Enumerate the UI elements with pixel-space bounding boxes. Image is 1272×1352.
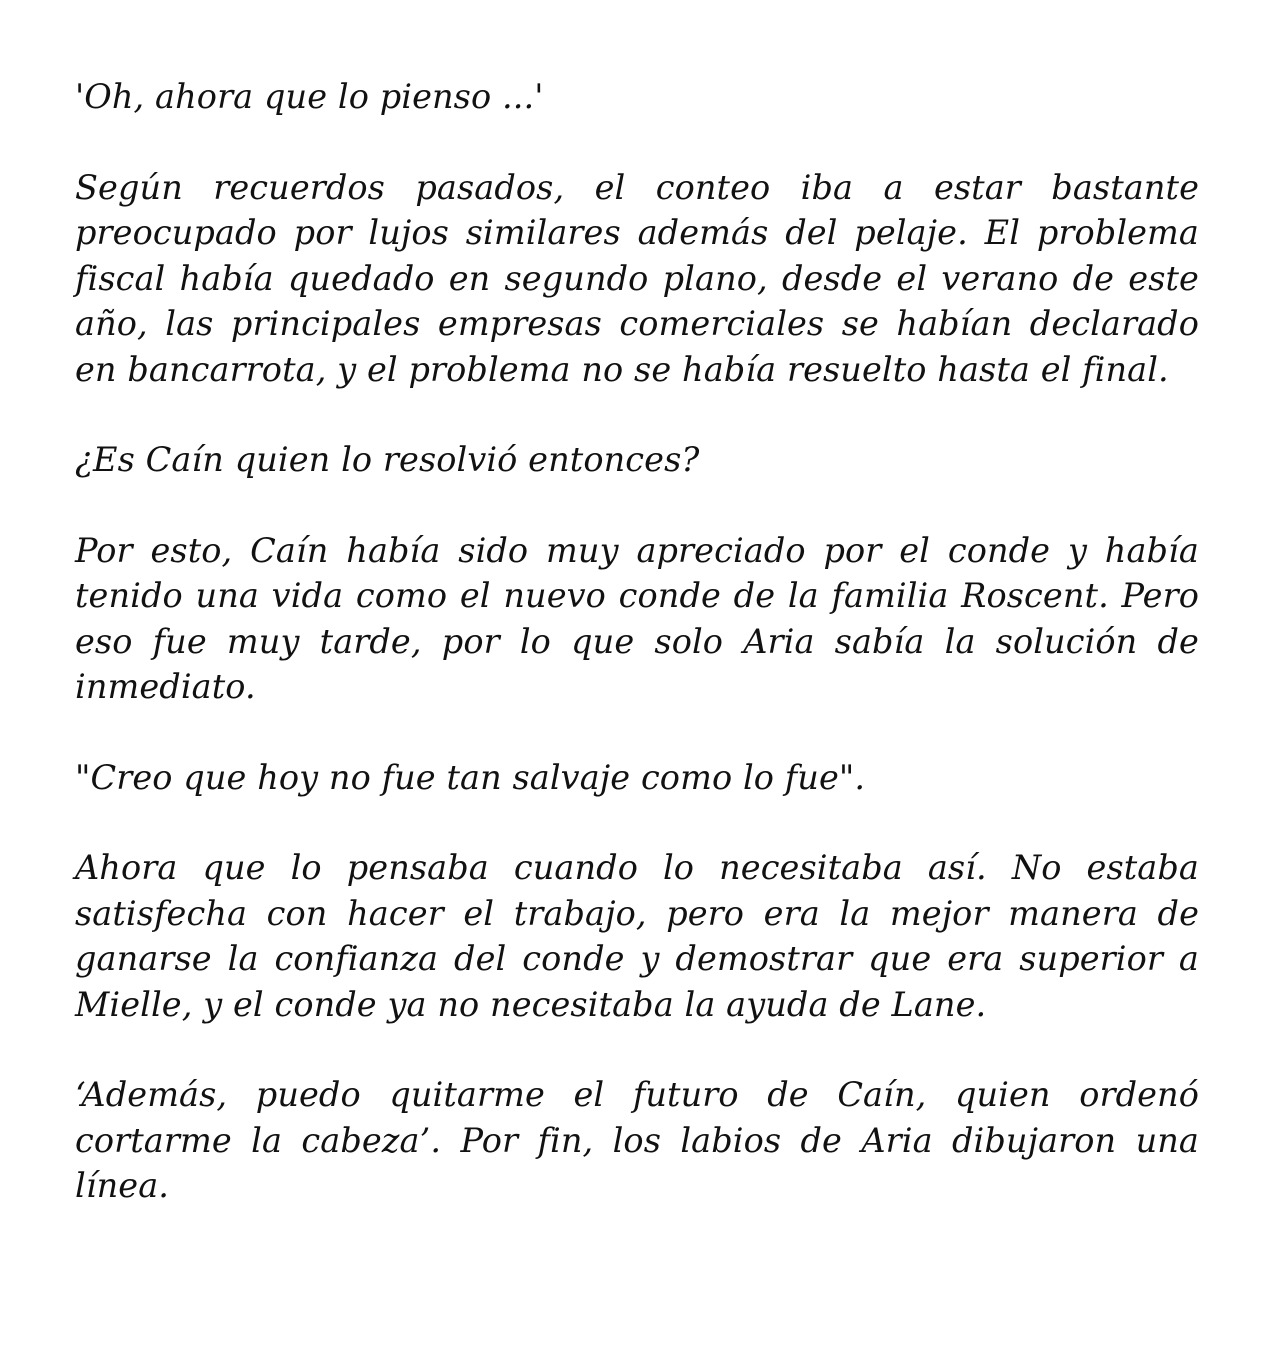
paragraph-7: ‘Además, puedo quitarme el futuro de Caín, quien ordenó cortarme la cabeza’. Por fin, los labios de Aria dibujaron una línea. bbox=[75, 1075, 1199, 1205]
paragraph-5: "Creo que hoy no fue tan salvaje como lo fue". bbox=[75, 757, 866, 797]
paragraph-1: 'Oh, ahora que lo pienso ...' bbox=[75, 77, 544, 116]
paragraph-2: Según recuerdos pasados, el conteo iba a estar bastante preocupado por lujos similares además del pelaje. El problema fiscal había quedado en segundo plano, desde el verano de este año, las principales empresas comerciales se habían declarado en bancarrota, y el problema no se había resuelto hasta el final. bbox=[75, 167, 1199, 389]
document-page bbox=[75, 74, 1199, 1209]
paragraph-3: ¿Es Caín quien lo resolvió entonces? bbox=[75, 440, 700, 479]
paragraph-4: Por esto, Caín había sido muy apreciado por el conde y había tenido una vida como el nuevo conde de la familia Roscent. Pero eso fue muy tarde, por lo que solo Aria sabía la solución de inmediato. bbox=[75, 530, 1199, 706]
paragraph-6: Ahora que lo pensaba cuando lo necesitaba así. No estaba satisfecha con hacer el trabajo, pero era la mejor manera de ganarse la confianza del conde y demostrar que era superior a Mielle, y el conde ya no necesitaba la ayuda de Lane. bbox=[75, 848, 1199, 1024]
